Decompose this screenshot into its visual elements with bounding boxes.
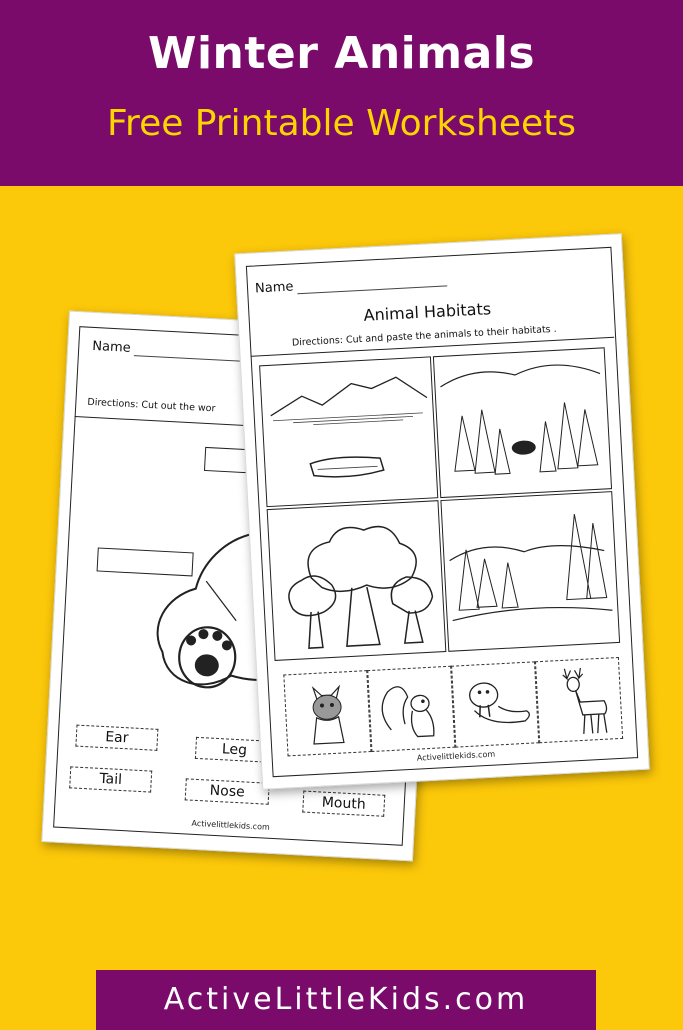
word-card-mouth[interactable]: Mouth — [302, 791, 385, 817]
pine-forest-illustration — [434, 348, 611, 497]
trees-illustration — [268, 501, 446, 660]
walrus-icon — [452, 662, 538, 746]
front-worksheet-credit: Activelittlekids.com — [416, 749, 496, 763]
name-label: Name — [254, 279, 294, 297]
word-card-nose[interactable]: Nose — [185, 778, 270, 804]
animal-card-squirrel[interactable] — [367, 666, 455, 752]
animal-card-husky[interactable] — [283, 670, 371, 756]
squirrel-icon — [368, 667, 454, 751]
footer-banner — [96, 970, 596, 1030]
front-worksheet-directions: Directions: Cut and paste the animals to their habitats . — [291, 323, 557, 349]
word-card-ear[interactable]: Ear — [75, 725, 158, 751]
header-banner — [0, 0, 683, 186]
husky-icon — [284, 671, 370, 755]
ice-lake-illustration — [260, 357, 437, 506]
animal-card-walrus[interactable] — [451, 661, 539, 747]
site-url[interactable]: ActiveLittleKids.com — [163, 982, 529, 1017]
page-title: Winter Animals — [147, 28, 536, 79]
front-worksheet-title: Animal Habitats — [363, 299, 492, 325]
word-card-leg[interactable]: Leg — [195, 737, 274, 763]
animal-card-reindeer[interactable] — [535, 657, 623, 743]
page-subtitle: Free Printable Worksheets — [106, 103, 577, 144]
snowy-hills-illustration — [441, 492, 619, 651]
front-worksheet — [234, 233, 650, 790]
back-worksheet-directions: Directions: Cut out the wor — [87, 396, 216, 415]
habitat-snowy-pine-hills[interactable] — [440, 491, 620, 652]
reindeer-icon — [536, 658, 622, 742]
name-label: Name — [91, 338, 132, 356]
word-card-tail[interactable]: Tail — [69, 766, 152, 792]
back-worksheet-credit: Activelittlekids.com — [191, 818, 270, 832]
habitat-deciduous-trees[interactable] — [267, 500, 447, 661]
habitat-pine-forest-pond[interactable] — [433, 347, 612, 498]
habitat-ice-floe-lake[interactable] — [259, 356, 438, 507]
